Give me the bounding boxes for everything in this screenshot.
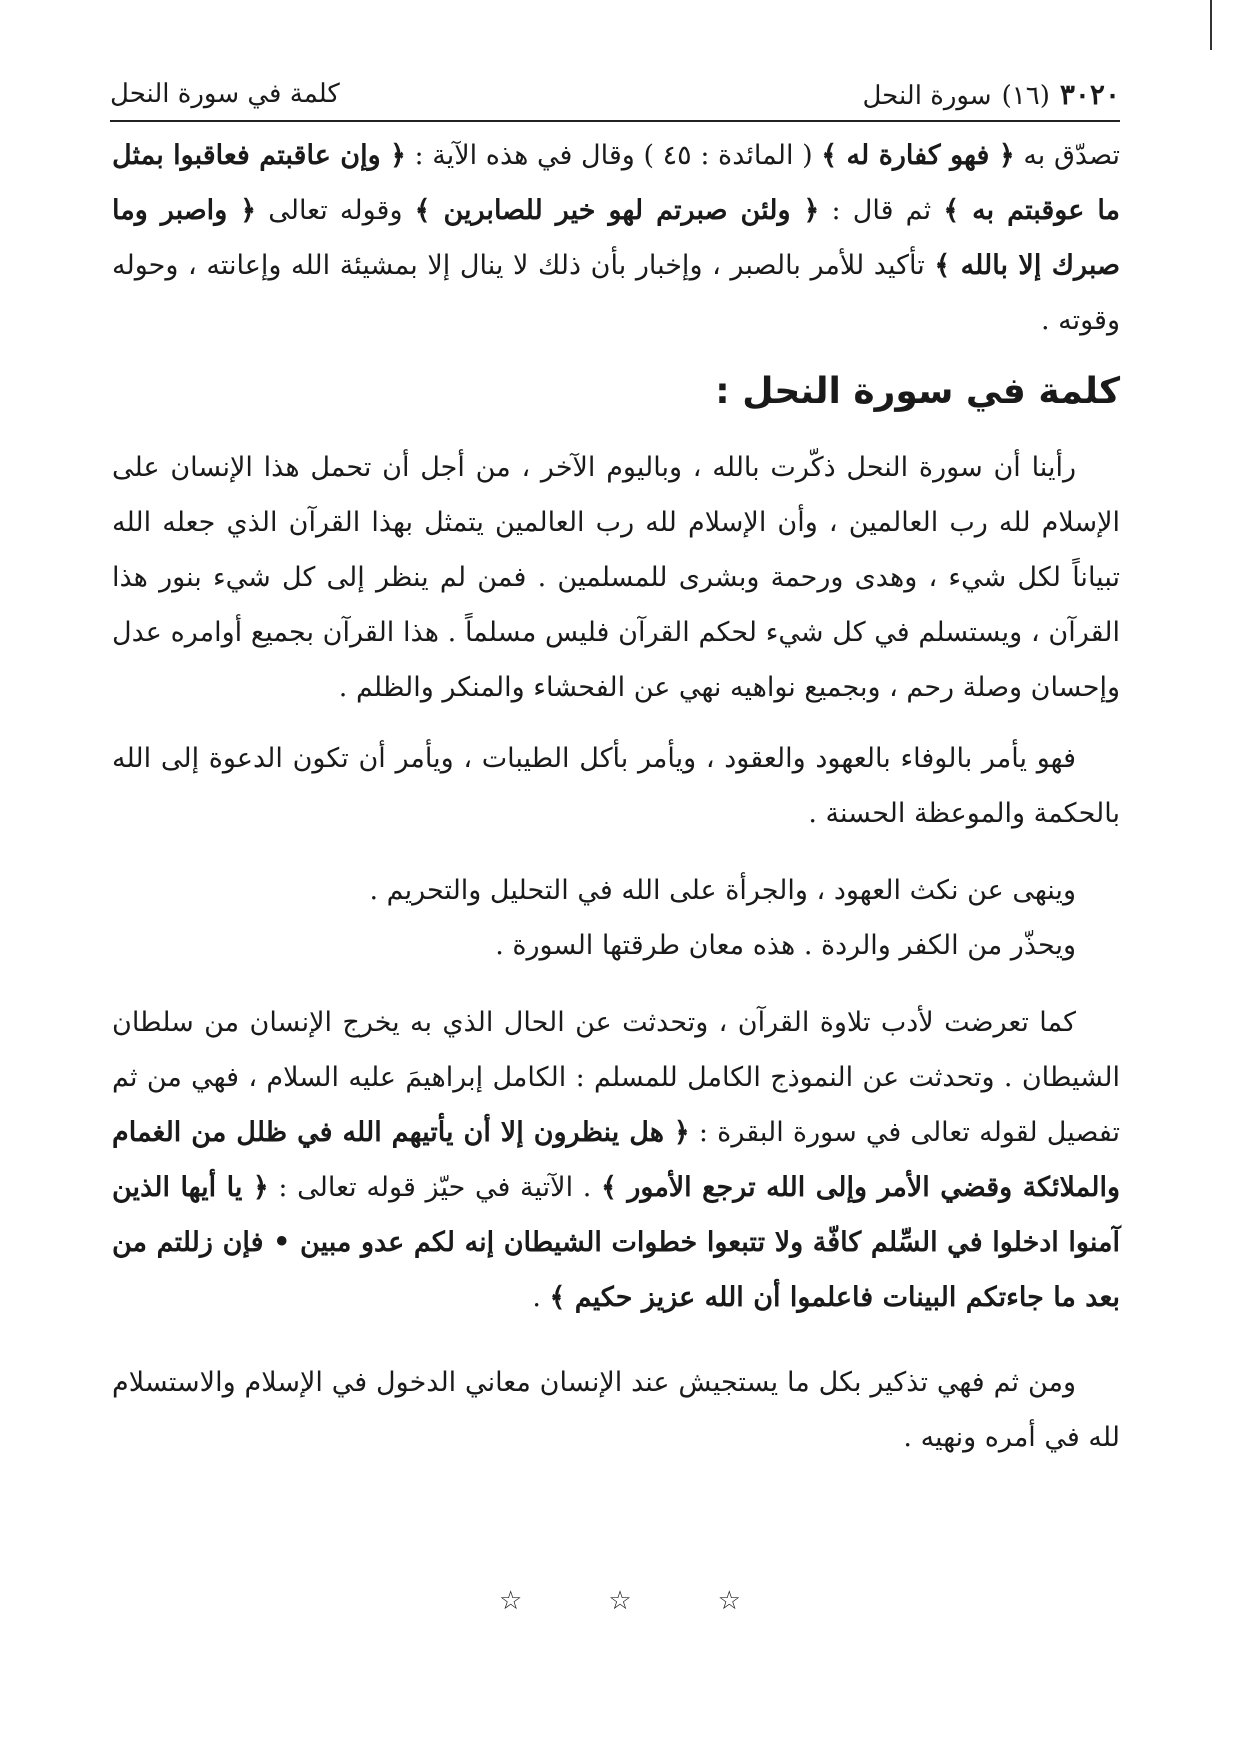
paragraph-5 bbox=[112, 995, 1120, 1325]
quran-quote: ﴿ وإن عاقبتم فعاقبوا بمثل ما عوقبتم به ﴾ bbox=[112, 140, 1121, 226]
quran-quote: ﴿ واصبر وما صبرك إلا بالله ﴾ bbox=[112, 195, 1120, 281]
header-section-title: كلمة في سورة النحل bbox=[110, 79, 340, 109]
quran-quote: ﴿ فهو كفارة له ﴾ bbox=[821, 140, 1015, 171]
text-run: ثم قال : bbox=[819, 195, 944, 226]
paragraph-2: فهو يأمر بالوفاء بالعهود والعقود ، ويأمر بأكل الطيبات ، ويأمر أن تكون الدعوة إلى الله بالحكمة والموعظة الحسنة . bbox=[112, 743, 1120, 829]
quran-quote: ﴿ ولئن صبرتم لهو خير للصابرين ﴾ bbox=[414, 195, 820, 226]
section-separator bbox=[0, 1586, 1240, 1616]
text-run: تصدّق به bbox=[1014, 140, 1121, 171]
text-run: تأكيد للأمر بالصبر ، وإخبار بأن ذلك لا ينال إلا بمشيئة الله وإعانته ، وحوله وقوته . bbox=[112, 250, 1120, 336]
text-run: . bbox=[532, 1282, 550, 1313]
star-icon: ☆ bbox=[608, 1586, 632, 1616]
page-body bbox=[112, 128, 1120, 1465]
paragraph-6: ومن ثم فهي تذكير بكل ما يستجيش عند الإنسان معاني الدخول في الإسلام والاستسلام لله في أمره ونهيه . bbox=[112, 1367, 1120, 1453]
text-run: وقوله تعالى bbox=[256, 195, 415, 226]
quran-quote: ﴿ هل ينظرون إلا أن يأتيهم الله في ظلل من الغمام والملائكة وقضي الأمر وإلى الله ترجع الأمور ﴾ bbox=[112, 1117, 1121, 1203]
star-icon: ☆ bbox=[499, 1586, 523, 1616]
running-header bbox=[110, 68, 1120, 122]
quran-quote: ﴿ يا أيها الذين آمنوا ادخلوا في السِّلم كافّة ولا تتبعوا خطوات الشيطان إنه لكم عدو مبين • فإن زللتم من بعد ما جاءتكم البينات فاعلموا أن الله عزيز حكيم ﴾ bbox=[112, 1172, 1120, 1313]
edge-mark bbox=[1210, 0, 1212, 50]
header-right bbox=[852, 78, 1120, 111]
star-icon: ☆ bbox=[717, 1586, 741, 1616]
paragraph-3: وينهى عن نكث العهود ، والجرأة على الله في التحليل والتحريم . bbox=[369, 875, 1076, 906]
intro-paragraph bbox=[112, 128, 1120, 348]
paragraph-1: رأينا أن سورة النحل ذكّرت بالله ، وباليوم الآخر ، من أجل أن تحمل هذا الإنسان على الإسلام لله رب العالمين ، وأن الإسلام لله رب العالمين يتمثل بهذا القرآن الذي جعله الله تبياناً لكل شيء ، وهدى ورحمة وبشرى للمسلمين . فمن لم ينظر إلى كل شيء بنور هذا القرآن ، ويستسلم في كل شيء لحكم القرآن فليس مسلماً . هذا القرآن بجميع أوامره عدل وإحسان وصلة رحم ، وبجميع نواهيه نهي عن الفحشاء والمنكر والظلم . bbox=[112, 452, 1120, 703]
text-run: كما تعرضت لأدب تلاوة القرآن ، وتحدثت عن الحال الذي به يخرج الإنسان من سلطان الشيطان . وتحدثت عن النموذج الكامل للمسلم : الكامل إبراهيمَ عليه السلام ، فهي من ثم تفصيل لقوله تعالى في سورة البقرة : bbox=[112, 1007, 1120, 1148]
section-heading: كلمة في سورة النحل : bbox=[715, 371, 1120, 412]
text-run: . الآتية في حيّز قوله تعالى : bbox=[268, 1172, 602, 1203]
page-number: ٣٠٢٠ bbox=[1059, 77, 1120, 111]
surah-number: (١٦) bbox=[1001, 80, 1050, 111]
surah-name: سورة النحل bbox=[862, 80, 992, 111]
text-run: ( المائدة : ٤٥ ) وقال في هذه الآية : bbox=[405, 140, 822, 171]
paragraph-4: ويحذّر من الكفر والردة . هذه معان طرقتها السورة . bbox=[495, 930, 1076, 961]
